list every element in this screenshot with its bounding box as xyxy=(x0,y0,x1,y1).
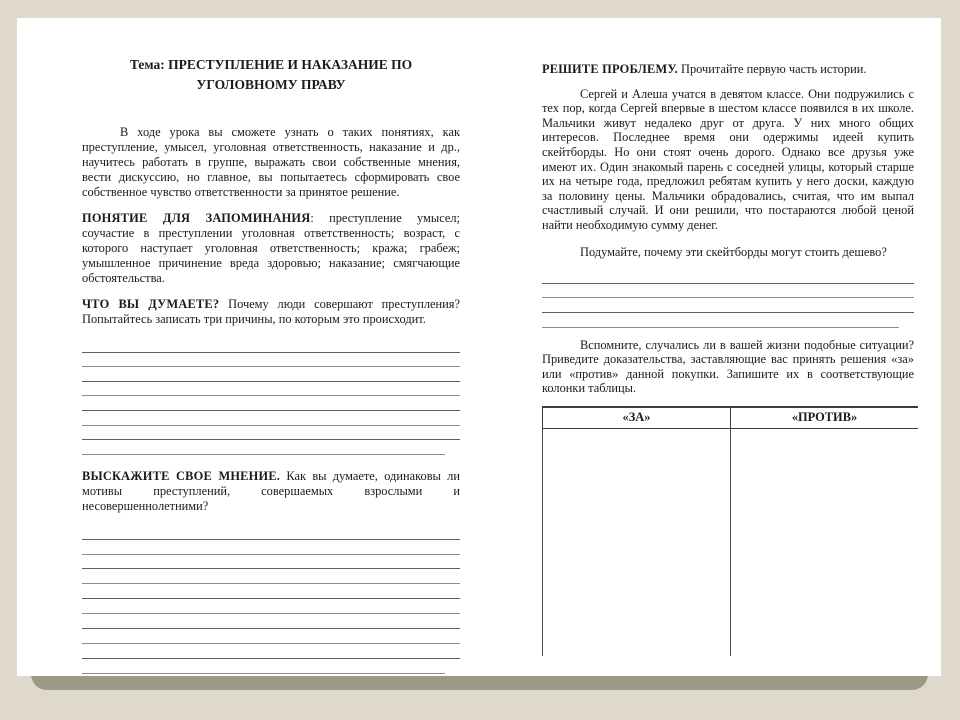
table-body xyxy=(542,429,918,656)
recall-paragraph: Вспомните, случались ли в вашей жизни подобные ситуации? Приведите доказательства, заставляющие вас принять решения «за» или «против» данной покупки. Запишите их в соответствующие колонки таблицы. xyxy=(542,337,914,396)
writing-line xyxy=(82,659,445,674)
writing-line xyxy=(82,367,460,382)
worksheet-sheet xyxy=(17,18,941,676)
table-header-protiv: «ПРОТИВ» xyxy=(730,408,918,428)
right-page xyxy=(542,62,914,656)
concepts-heading: ПОНЯТИЕ ДЛЯ ЗАПОМИНАНИЯ xyxy=(82,211,311,225)
skateboard-question: Подумайте, почему эти скейтборды могут стоить дешево? xyxy=(580,244,887,259)
writing-line xyxy=(82,584,460,599)
writing-line xyxy=(82,396,460,411)
opinion-paragraph xyxy=(82,469,460,514)
writing-line xyxy=(82,338,460,353)
story-paragraph: Сергей и Алеша учатся в девятом классе. Они подружились с тех пор, когда Сергей впервые в шестом классе появился в их школе. Мальчики живут недалеко друг от друга. У них много общих интересов. Последнее время они одержимы идеей купить скейтборды. Но они стоят очень дорого. Однако все друзья уже имеют их. Один знакомый парень с соседней улицы, который старше их на четыре года, предложил ребятам купить у него доски, каждую за половину цены. Мальчики обрадовались, считая, что им выпал счастливый случай. И они решили, что постараются любой ценой найти необходимую сумму денег. xyxy=(542,86,914,232)
writing-line xyxy=(542,313,899,328)
writing-line xyxy=(82,599,460,614)
table-header-row xyxy=(542,406,918,429)
writing-line xyxy=(82,411,460,426)
think-paragraph xyxy=(82,297,460,327)
writing-line xyxy=(82,382,460,397)
solve-paragraph xyxy=(542,62,914,77)
writing-line xyxy=(82,569,460,584)
writing-line xyxy=(82,540,460,555)
solve-text: Прочитайте первую часть истории. xyxy=(677,62,867,76)
writing-line xyxy=(542,298,914,313)
page-title: Тема: ПРЕСТУПЛЕНИЕ И НАКАЗАНИЕ ПО УГОЛОВНОМУ ПРАВУ xyxy=(129,57,413,92)
writing-line xyxy=(82,525,460,540)
writing-line xyxy=(82,555,460,570)
concepts-paragraph xyxy=(82,211,460,286)
writing-lines-question xyxy=(542,269,914,327)
writing-line xyxy=(82,440,445,455)
table-header-za: «ЗА» xyxy=(542,408,730,428)
opinion-text: Как вы думаете, одинаковы ли мотивы преступлений, совершаемых взрослыми и несовершеннолетними? xyxy=(82,468,460,513)
writing-line xyxy=(82,353,460,368)
writing-line xyxy=(82,644,460,659)
writing-lines-think xyxy=(82,338,460,455)
left-page xyxy=(82,55,460,686)
writing-lines-opinion xyxy=(82,525,460,674)
solve-heading: РЕШИТЕ ПРОБЛЕМУ. xyxy=(542,62,678,76)
writing-line xyxy=(82,614,460,629)
table-column-protiv xyxy=(730,429,918,656)
writing-line xyxy=(542,269,914,284)
writing-line xyxy=(82,629,460,644)
intro-paragraph: В ходе урока вы сможете узнать о таких понятиях, как преступление, умысел, уголовная ответственность, наказание и др., научитесь работать в группе, выражать свои собственные мнения, вести дискуссию, но главное, вы попытаетесь сформировать свое собственное чувство ответственности за принятое решение. xyxy=(82,125,460,199)
opinion-heading: ВЫСКАЖИТЕ СВОЕ МНЕНИЕ. xyxy=(82,468,281,483)
think-heading: ЧТО ВЫ ДУМАЕТЕ? xyxy=(82,297,220,311)
think-text: Почему люди совершают преступления? Попытайтесь записать три причины, по которым это происходит. xyxy=(82,297,460,326)
concepts-text: : преступление умысел; соучастие в преступлении уголовная ответственность; возраст, с которого наступает уголовная ответственность; кража; грабеж; умышленное причинение вреда здоровью; наказание; смягчающие обстоятельства. xyxy=(82,211,460,285)
writing-line xyxy=(542,284,914,299)
writing-line xyxy=(82,426,460,441)
table-column-za xyxy=(542,429,730,656)
pros-cons-table xyxy=(542,406,918,656)
